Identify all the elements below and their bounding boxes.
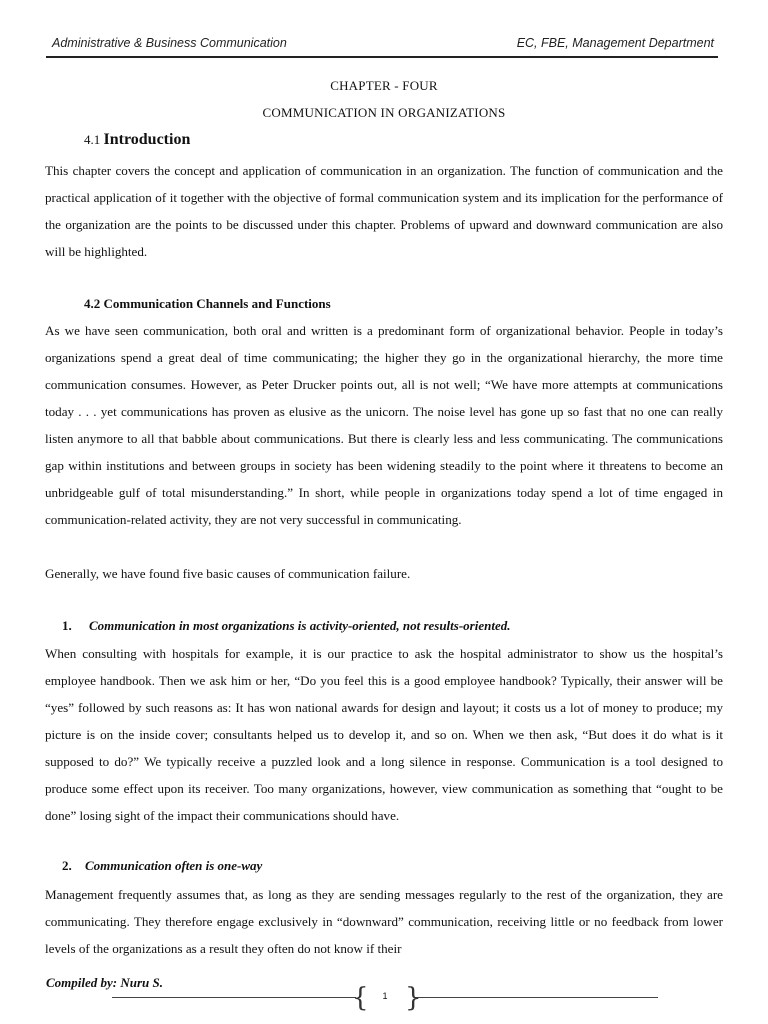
cause-1-paragraph: When consulting with hospitals for example, it is our practice to ask the hospital administrator to show us the hospital’s employee handbook. Then we ask him or her, “Do you feel this is a good employee handbook? Typically, their answer will be “yes” followed by such reasons as: It has won national awards for design and layout; it costs us a lot of money to produce; my picture is on the inside cover; consultants helped us to develop it, and so on. When we then ask, “But does it do what is it supposed to do?” We typically receive a puzzled look and a long silence in response. Communication is a tool designed to produce some effect upon its receiver. Too many organizations, however, view communication as something that “ought to be done” losing sight of the impact their communications should have.	[45, 646, 723, 823]
header-divider	[46, 56, 718, 58]
cause-2-paragraph: Management frequently assumes that, as long as they are sending messages regularly to the rest of the organization, they are communicating. They therefore engage exclusively in “downward” communication, receiving little or no feedback from lower levels of the organizations as a result they often do not know if their	[45, 887, 723, 956]
cause-title: Communication often is one-way	[85, 858, 263, 873]
cause-heading-2	[62, 858, 262, 874]
section-heading-channels	[84, 296, 331, 312]
page-header	[46, 35, 716, 55]
chapter-title: COMMUNICATION IN ORGANIZATIONS	[262, 105, 506, 120]
right-brace-icon: }	[405, 983, 422, 1013]
cause-number: 1.	[62, 618, 72, 633]
compiled-by: Compiled by: Nuru S.	[46, 975, 164, 990]
section-number: 4.2	[84, 296, 101, 311]
section-heading-intro	[84, 131, 190, 149]
causes-intro-paragraph: Generally, we have found five basic causes of communication failure.	[45, 566, 411, 581]
header-department: EC, FBE, Management Department	[516, 36, 714, 50]
cause-number: 2.	[62, 858, 72, 873]
footer-rule-right	[414, 997, 658, 998]
header-course-title: Administrative & Business Communication	[52, 36, 287, 50]
cause-heading-1	[62, 618, 510, 634]
chapter-number: CHAPTER - FOUR	[330, 78, 438, 93]
footer-rule-left	[112, 997, 356, 998]
intro-paragraph: This chapter covers the concept and application of communication in an organization. The function of communication and the practical application of it together with the objective of formal communication system and its implication for the performance of the organization are the points to be discussed under this chapter. Problems of upward and downward communication are also will be highlighted.	[45, 163, 723, 259]
channels-paragraph: As we have seen communication, both oral and written is a predominant form of organizational behavior. People in today’s organizations spend a great deal of time communicating; the higher they go in the organizational hierarchy, the more time communication consumes. However, as Peter Drucker points out, all is not well; “We have more attempts at communications today . . . yet communications has proven as elusive as the unicorn. The noise level has gone up so fast that no one can really listen anymore to all that babble about communications. But there is clearly less and less communicating. The communications gap within institutions and between groups in society has been widening steadily to the point where it threatens to become an unbridgeable gulf of total misunderstanding.” In short, while people in organizations today spend a lot of time engaged in communication-related activity, they are not very successful in communicating.	[45, 323, 723, 527]
section-number: 4.1	[84, 132, 101, 147]
page-number: 1	[382, 991, 388, 1001]
cause-title: Communication in most organizations is activity-oriented, not results-oriented.	[89, 618, 511, 633]
section-title: Introduction	[103, 131, 191, 148]
section-title: Communication Channels and Functions	[103, 296, 331, 311]
left-brace-icon: {	[352, 983, 369, 1013]
